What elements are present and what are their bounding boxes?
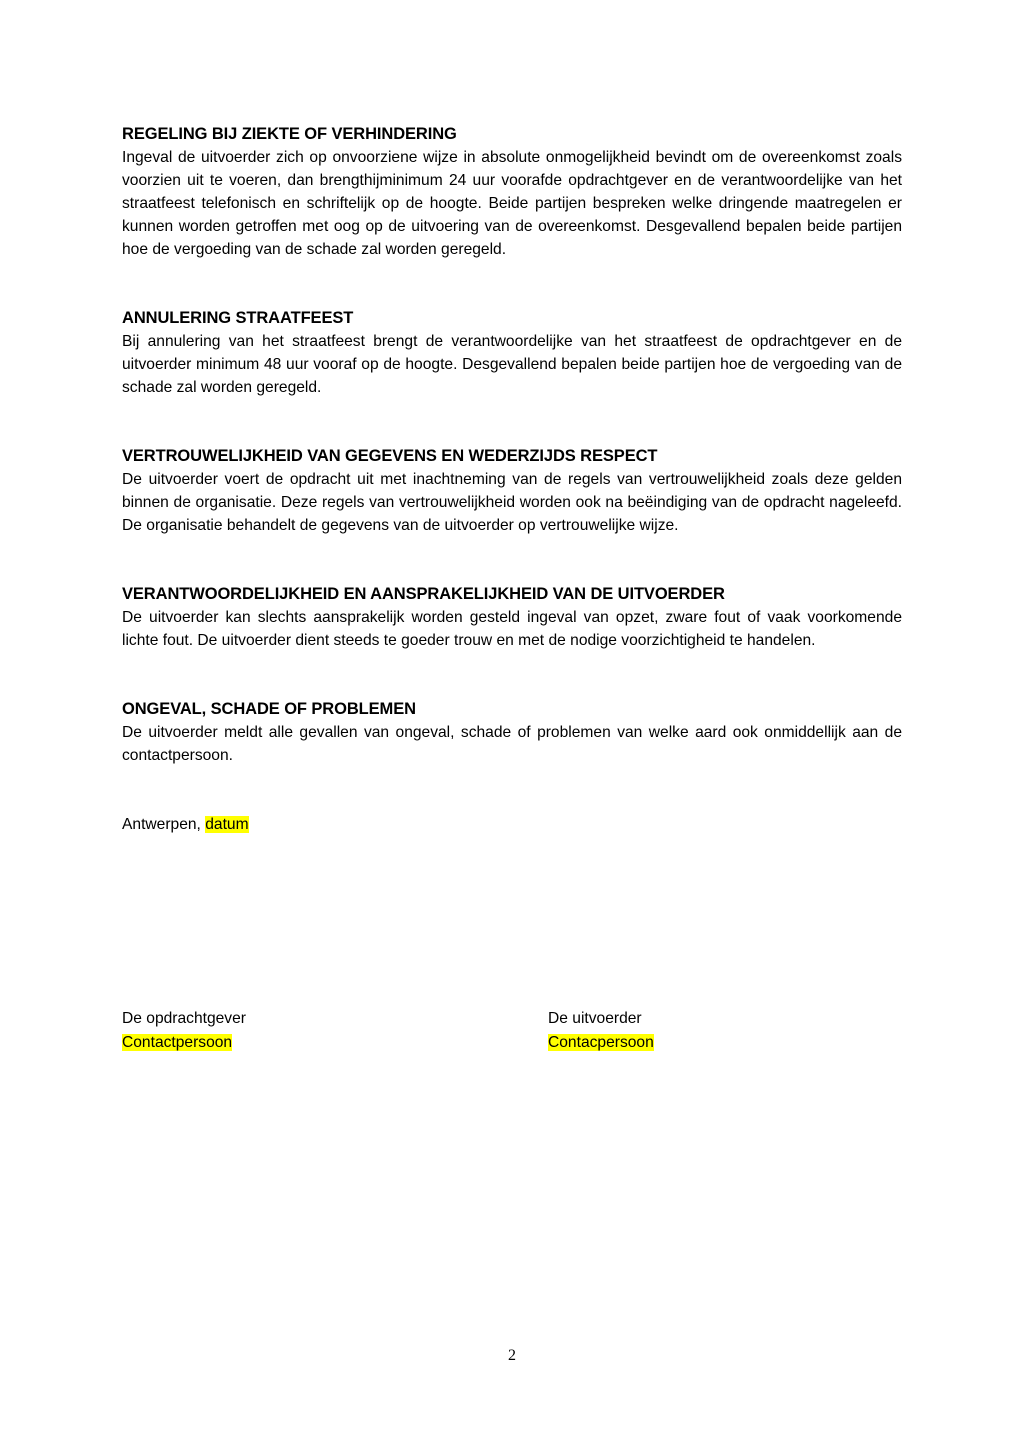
section-body: De uitvoerder voert de opdracht uit met inachtneming van de regels van vertrouwelijkheid zoals deze gelden binnen de organisatie. Deze regels van vertrouwelijkheid worden ook na beëindiging van de opdracht nageleefd. De organisatie behandelt de gegevens van de uitvoerder op vertrouwelijke wijze. bbox=[122, 471, 902, 534]
section-body: De uitvoerder kan slechts aansprakelijk worden gesteld ingeval van opzet, zware fout of vaak voorkomende lichte fout. De uitvoerder dient steeds te goeder trouw en met de nodige voorzichtigheid te handelen. bbox=[122, 609, 902, 649]
signature-role: De opdrachtgever bbox=[122, 1010, 246, 1027]
place-label: Antwerpen, bbox=[122, 816, 206, 833]
signature-role: De uitvoerder bbox=[548, 1010, 642, 1027]
section-ongeval bbox=[122, 698, 902, 767]
date-placeholder: datum bbox=[205, 816, 249, 833]
section-heading: VERTROUWELIJKHEID VAN GEGEVENS EN WEDERZIJDS RESPECT bbox=[122, 447, 658, 465]
section-annulering bbox=[122, 307, 902, 399]
place-date-line bbox=[122, 813, 902, 836]
section-ziekte bbox=[122, 123, 902, 261]
section-body: Ingeval de uitvoerder zich op onvoorziene wijze in absolute onmogelijkheid bevindt om de overeenkomst zoals voorzien uit te voeren, dan brengthijminimum 24 uur voorafde opdrachtgever en de verantwoordelijke van het straatfeest telefonisch en schriftelijk op de hoogte. Beide partijen bespreken welke dringende maatregelen er kunnen worden getroffen met oog op de uitvoering van de overeenkomst. Desgevallend bepalen beide partijen hoe de vergoeding van de schade zal worden geregeld. bbox=[122, 149, 902, 258]
page-number: 2 bbox=[508, 1347, 516, 1364]
section-vertrouwelijkheid bbox=[122, 445, 902, 537]
section-body: De uitvoerder meldt alle gevallen van ongeval, schade of problemen van welke aard ook onmiddellijk aan de contactpersoon. bbox=[122, 724, 902, 764]
section-heading: ONGEVAL, SCHADE OF PROBLEMEN bbox=[122, 700, 416, 718]
signature-name: Contacpersoon bbox=[548, 1034, 654, 1051]
section-aansprakelijkheid bbox=[122, 583, 902, 652]
section-body: Bij annulering van het straatfeest brengt de verantwoordelijke van het straatfeest de opdrachtgever en de uitvoerder minimum 48 uur vooraf op de hoogte. Desgevallend bepalen beide partijen hoe de vergoeding van de schade zal worden geregeld. bbox=[122, 333, 902, 396]
signature-opdrachtgever bbox=[122, 1007, 246, 1055]
document-body bbox=[122, 123, 902, 836]
section-heading: ANNULERING STRAATFEEST bbox=[122, 309, 354, 327]
section-heading: VERANTWOORDELIJKHEID EN AANSPRAKELIJKHEID VAN DE UITVOERDER bbox=[122, 585, 725, 603]
section-heading: REGELING BIJ ZIEKTE OF VERHINDERING bbox=[122, 125, 457, 143]
signature-name: Contactpersoon bbox=[122, 1034, 233, 1051]
signature-uitvoerder bbox=[548, 1007, 654, 1055]
